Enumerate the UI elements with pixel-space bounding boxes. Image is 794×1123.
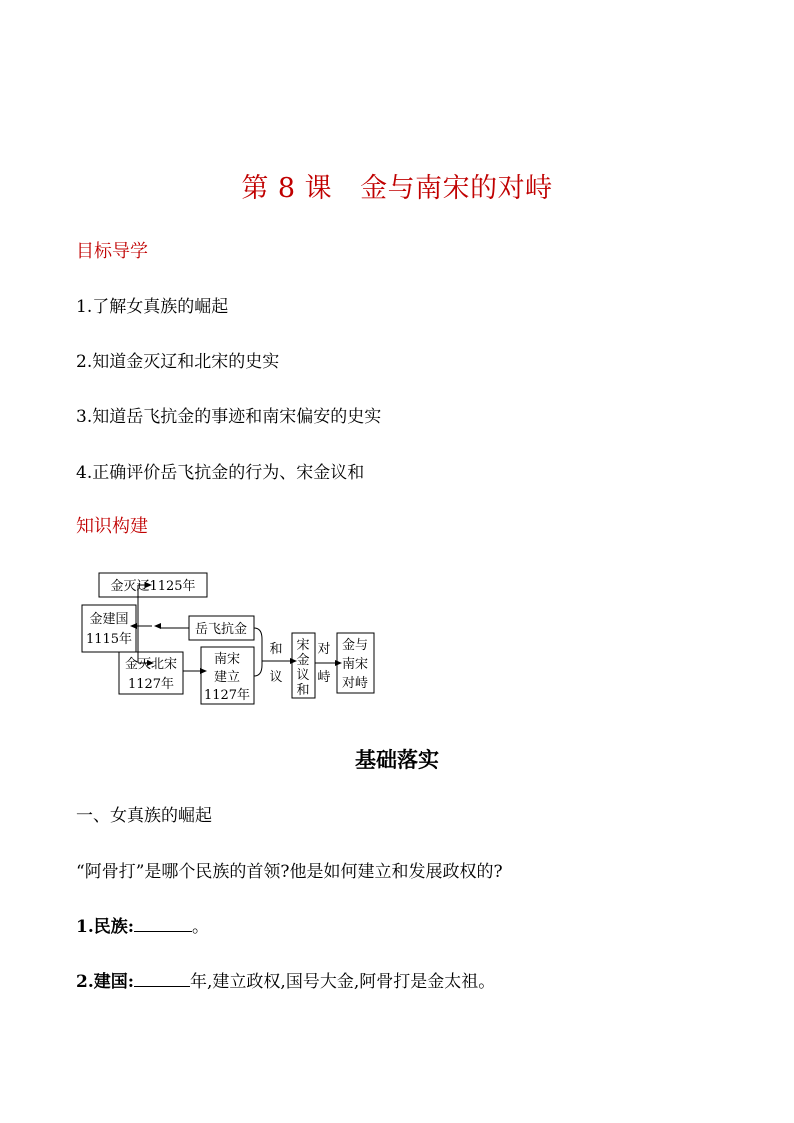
label-songjin-4: 和: [296, 683, 310, 698]
goal-item-1: 1.了解女真族的崛起: [76, 297, 229, 317]
answer-2-label: 2.建国:: [76, 972, 135, 992]
label-dui: 对: [317, 642, 331, 657]
arrow-head-nansong: [200, 668, 207, 674]
label-jin-founded-2: 1115年: [85, 632, 133, 647]
label-jinyu-2: 南宋: [341, 657, 369, 672]
basics-heading: 基础落实: [355, 748, 439, 772]
lesson-name: 金与南宋的对峙: [360, 173, 553, 204]
answer-2: [76, 967, 495, 992]
label-jin-destroy-song-1: 金灭北宋: [124, 657, 178, 672]
section-goals: 目标导学: [76, 241, 148, 262]
answer-1-blank[interactable]: [134, 915, 192, 932]
answer-2-after: 年,建立政权,国号大金,阿骨打是金太祖。: [190, 972, 496, 992]
page-title: [0, 166, 794, 205]
label-jinyu-1: 金与: [341, 638, 369, 653]
answer-1-label: 1.民族:: [76, 917, 135, 937]
label-he: 和: [269, 642, 283, 657]
part1-title: 一、女真族的崛起: [76, 806, 212, 826]
arrow-head-yuefei-left: [154, 623, 161, 629]
arrow-head-jinyu: [335, 660, 342, 666]
label-nansong-1: 南宋: [213, 652, 241, 667]
knowledge-diagram: [0, 565, 794, 705]
label-jin-destroy-liao: 金灭辽1125年: [110, 579, 196, 594]
label-nansong-3: 1127年: [203, 688, 251, 703]
label-jin-destroy-song-2: 1127年: [127, 677, 175, 692]
label-yi: 议: [269, 670, 283, 685]
answer-1: [76, 912, 209, 937]
section-knowledge: 知识构建: [76, 516, 148, 537]
label-zhi: 峙: [317, 670, 331, 685]
goal-item-4: 4.正确评价岳飞抗金的行为、宋金议和: [76, 463, 365, 483]
label-songjin-1: 宋: [296, 638, 310, 653]
label-yuefei: 岳飞抗金: [194, 622, 248, 637]
question-text: “阿骨打”是哪个民族的首领?他是如何建立和发展政权的?: [76, 862, 503, 882]
answer-2-blank[interactable]: [134, 970, 190, 987]
label-jinyu-3: 对峙: [341, 676, 369, 691]
arrow-head-jin-left: [130, 623, 137, 629]
label-songjin-2: 金: [296, 653, 310, 668]
goal-item-2: 2.知道金灭辽和北宋的史实: [76, 352, 280, 372]
goal-item-3: 3.知道岳飞抗金的事迹和南宋偏安的史实: [76, 407, 382, 427]
label-nansong-2: 建立: [213, 670, 241, 685]
lesson-number: 第 8 课: [241, 173, 333, 204]
label-jin-founded-1: 金建国: [89, 612, 129, 627]
answer-1-after: 。: [192, 917, 210, 937]
label-songjin-3: 议: [296, 668, 310, 683]
